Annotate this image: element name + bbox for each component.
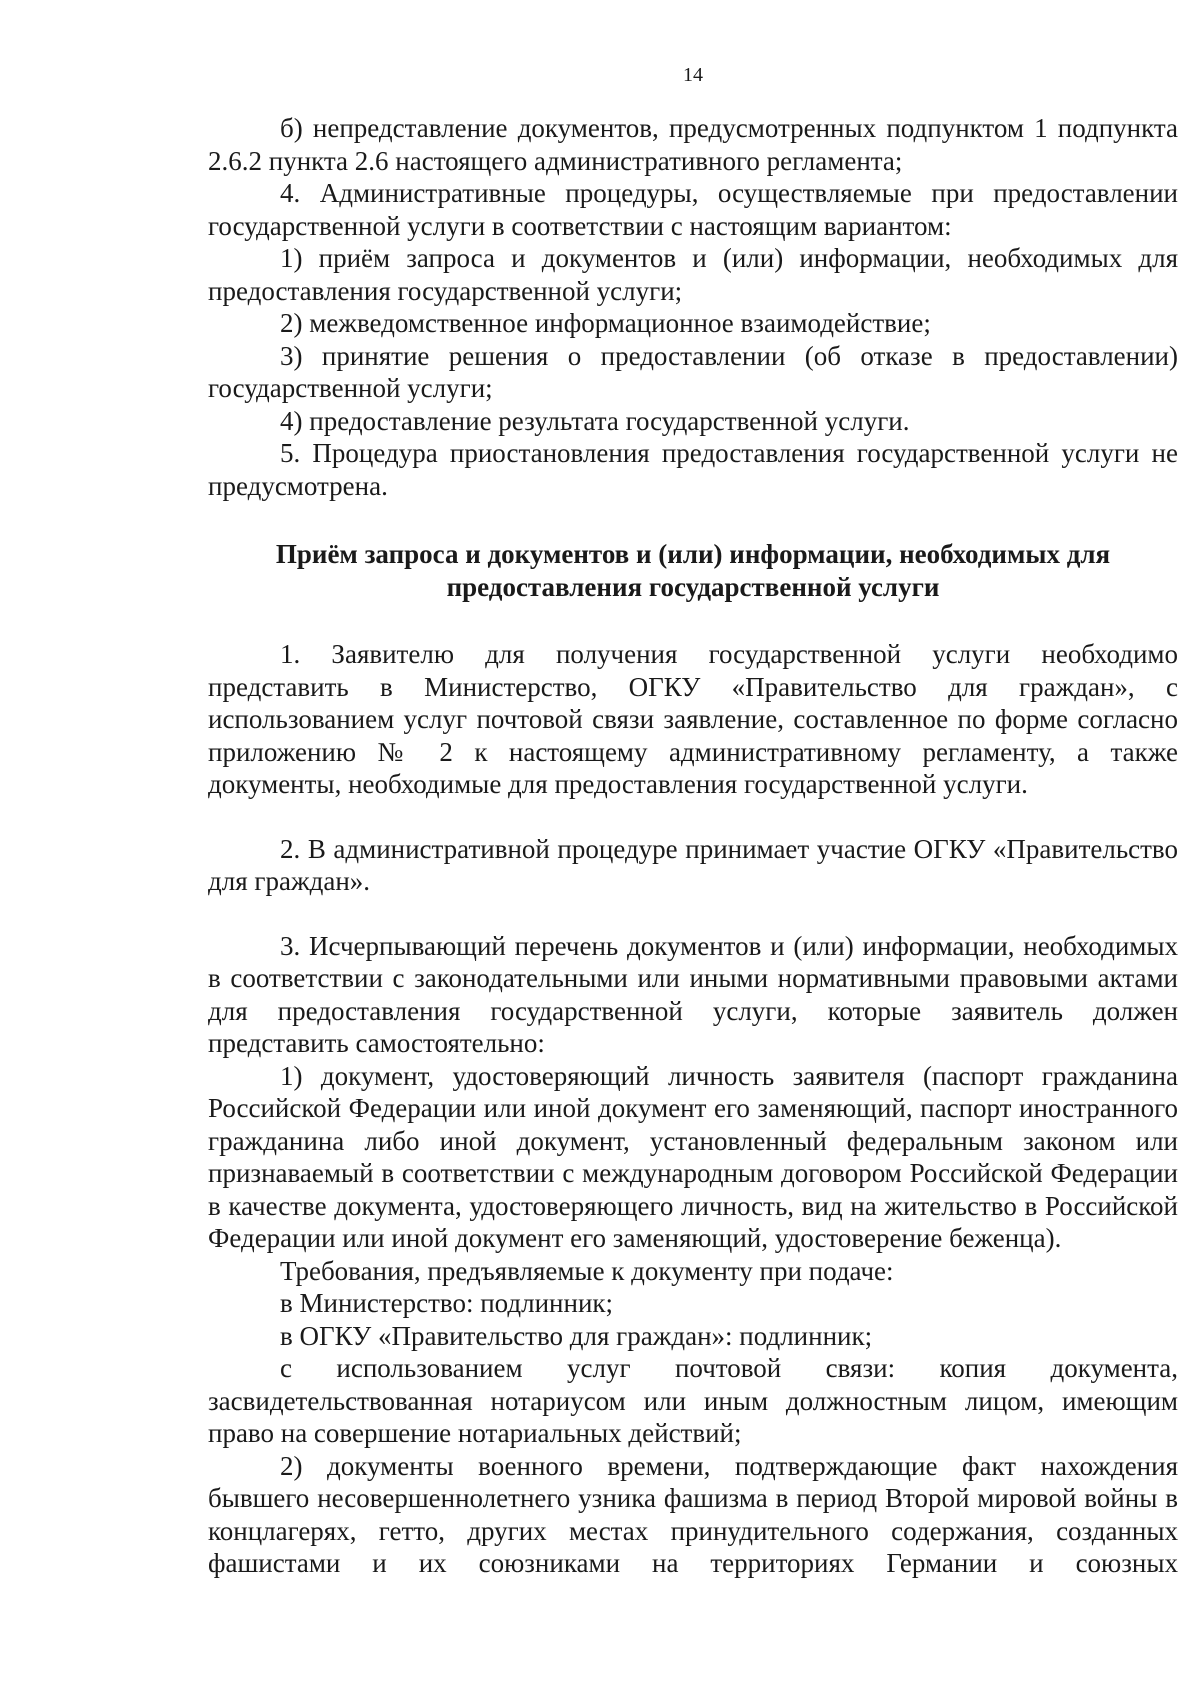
paragraph: 3) принятие решения о предоставлении (об отказе в предоставлении) государственной услуги; — [208, 340, 1178, 403]
paragraph: 2) межведомственное информационное взаимодействие; — [280, 308, 931, 338]
paragraph: в Министерство: подлинник; — [280, 1288, 614, 1318]
paragraph-gap — [208, 801, 1178, 833]
paragraph: 2) документы военного времени, подтверждающие факт нахождения бывшего несовершеннолетнего узника фашизма в период Второй мировой войны в концлагерях, гетто, других местах принудительного содержания, созданных фашистами и их союзниками на территориях Германии и союзных — [208, 1450, 1178, 1578]
paragraph: в ОГКУ «Правительство для граждан»: подлинник; — [280, 1320, 873, 1351]
document-body — [208, 112, 1178, 1580]
paragraph: 3. Исчерпывающий перечень документов и (или) информации, необходимых в соответствии с законодательными или иными нормативными правовыми актами для предоставления государственной услуги, которые заявитель должен представить самостоятельно: — [208, 930, 1178, 1058]
section-heading-line: Приём запроса и документов и (или) информации, необходимых для — [275, 539, 1111, 569]
paragraph-gap — [208, 898, 1178, 930]
paragraph: Требования, предъявляемые к документу при подаче: — [280, 1255, 894, 1286]
paragraph: 1) документ, удостоверяющий личность заявителя (паспорт гражданина Российской Федерации или иной документ его заменяющий, паспорт иностранного гражданина либо иной документ, установленный федеральным законом или признаваемый в соответствии с международным договором Российской Федерации в качестве документа, удостоверяющего личность, вид на жительство в Российской Федерации или иной документ его заменяющий, удостоверение беженца). — [208, 1060, 1178, 1253]
paragraph: 4. Административные процедуры, осуществляемые при предоставлении государственной услуги в соответствии с настоящим вариантом: — [208, 178, 1178, 241]
paragraph: 1. Заявителю для получения государственной услуги необходимо представить в Министерство, ОГКУ «Правительство для граждан», с использованием услуг почтовой связи заявление, составленное по форме согласно приложению № 2 к настоящему административному регламенту, а также документы, необходимые для предоставления государственной услуги. — [208, 639, 1178, 799]
paragraph: 2. В административной процедуре принимает участие ОГКУ «Правительство для граждан». — [208, 833, 1178, 896]
paragraph: 1) приём запроса и документов и (или) информации, необходимых для предоставления государственной услуги; — [208, 243, 1178, 306]
section-heading-line: предоставления государственной услуги — [446, 572, 940, 602]
section-heading — [208, 538, 1178, 604]
page-number: 14 — [683, 64, 703, 86]
document-page — [208, 0, 1178, 1696]
paragraph: 4) предоставление результата государственной услуги. — [280, 405, 910, 436]
paragraph: с использованием услуг почтовой связи: копия документа, засвидетельствованная нотариусом или иным должностным лицом, имеющим право на совершение нотариальных действий; — [208, 1353, 1178, 1448]
paragraph: б) непредставление документов, предусмотренных подпунктом 1 подпункта 2.6.2 пункта 2.6 настоящего административного регламента; — [208, 113, 1178, 176]
paragraph: 5. Процедура приостановления предоставления государственной услуги не предусмотрена. — [208, 438, 1178, 501]
